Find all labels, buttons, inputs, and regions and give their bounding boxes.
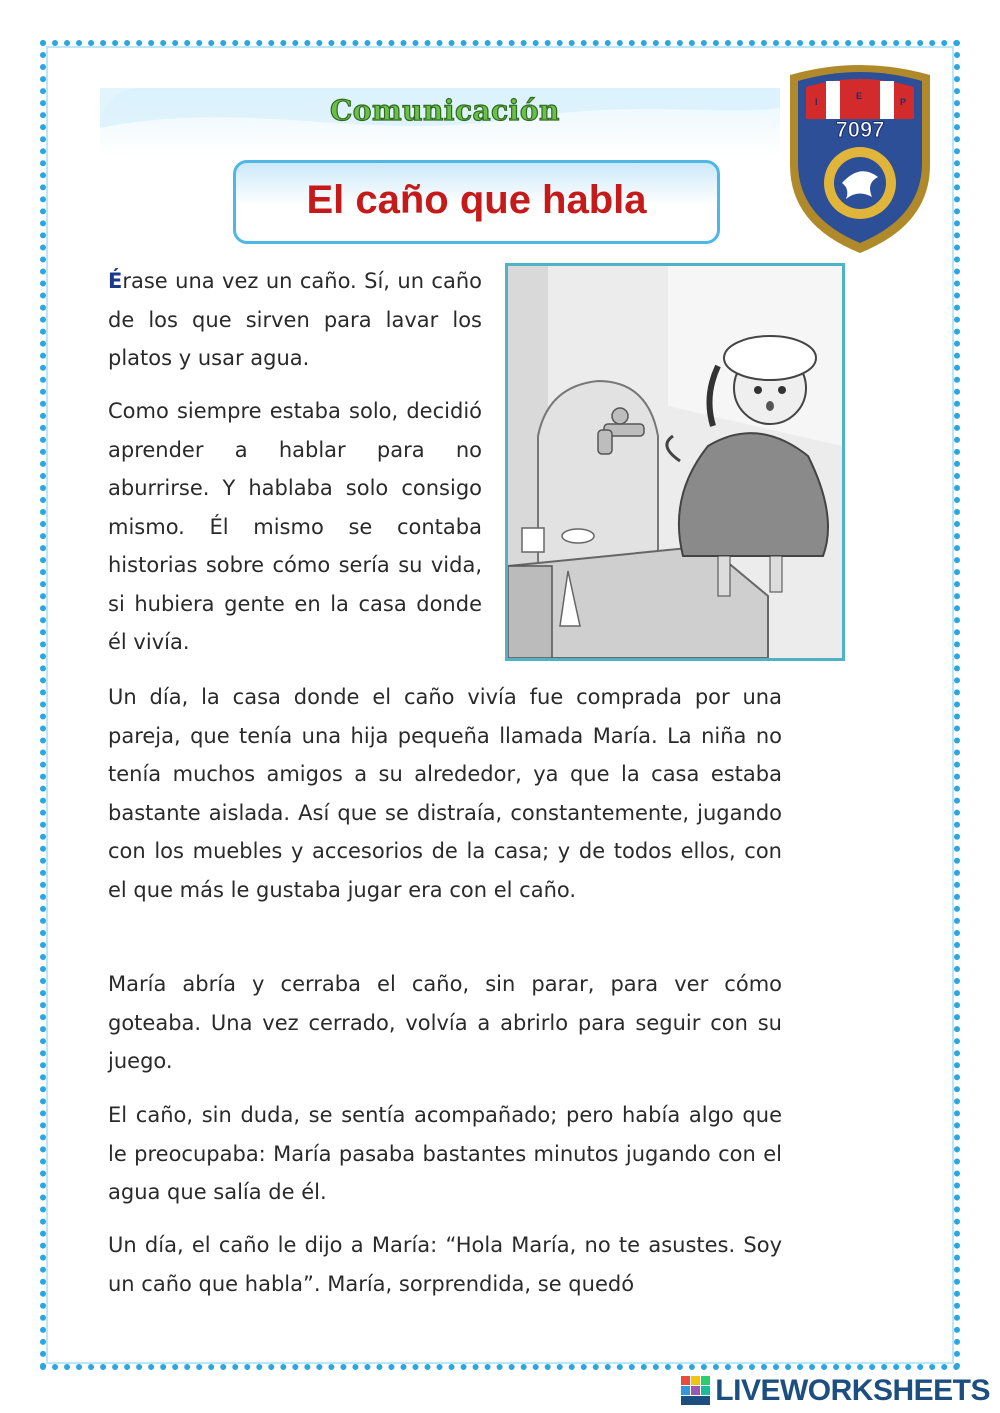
soap — [562, 529, 594, 543]
liveworksheets-watermark — [681, 1373, 990, 1409]
story-paragraph-4: María abría y cerraba el caño, sin parar, para ver cómo goteaba. Una vez cerrado, volvía a abrirlo para seguir con su juego. — [108, 972, 782, 1073]
story-paragraph-6: Un día, el caño le dijo a María: “Hola María, no te asustes. Soy un caño que habla”. María, sorprendida, se quedó — [108, 1233, 782, 1296]
story-paragraph-1 — [108, 262, 482, 378]
story-illustration — [505, 263, 845, 661]
girl-and-faucet-drawing — [508, 266, 842, 658]
school-crest — [780, 55, 940, 255]
crest-number: 7097 — [835, 117, 885, 142]
wooden-stool — [508, 566, 552, 658]
story-paragraph-5: El caño, sin duda, se sentía acompañado; pero había algo que le preocupaba: María pasaba bastantes minutos jugando con el agua que salía de él. — [108, 1103, 782, 1204]
crest-letter-i: I — [815, 97, 818, 107]
liveworksheets-logo-icon — [681, 1376, 711, 1406]
cup — [522, 528, 544, 552]
subject-heading: Comunicación — [330, 94, 560, 127]
story-paragraph-3: Un día, la casa donde el caño vivía fue comprada por una pareja, que tenía una hija pequeña llamada María. La niña no tenía muchos amigos a su alrededor, ya que la casa estaba bastante aislada. Así que se distraía, constantemente, jugando con los muebles y accesorios de la casa; y de todos ellos, con el que más le gustaba jugar era con el caño. — [108, 685, 782, 902]
crest-letter-e: E — [856, 91, 863, 101]
page-title: El caño que habla — [306, 178, 647, 222]
crest-letter-p: P — [900, 97, 907, 107]
drop-cap: É — [108, 269, 123, 293]
story-paragraph-2: Como siempre estaba solo, decidió aprender a hablar para no aburrirse. Y hablaba solo consigo mismo. Él mismo se contaba historias sobre cómo sería su vida, si hubiera gente en la casa donde él vivía. — [108, 399, 482, 654]
story-paragraph-1-text: rase una vez un caño. Sí, un caño de los que sirven para lavar los platos y usar agua. — [108, 269, 482, 370]
liveworksheets-text: LIVEWORKSHEETS — [715, 1374, 990, 1407]
